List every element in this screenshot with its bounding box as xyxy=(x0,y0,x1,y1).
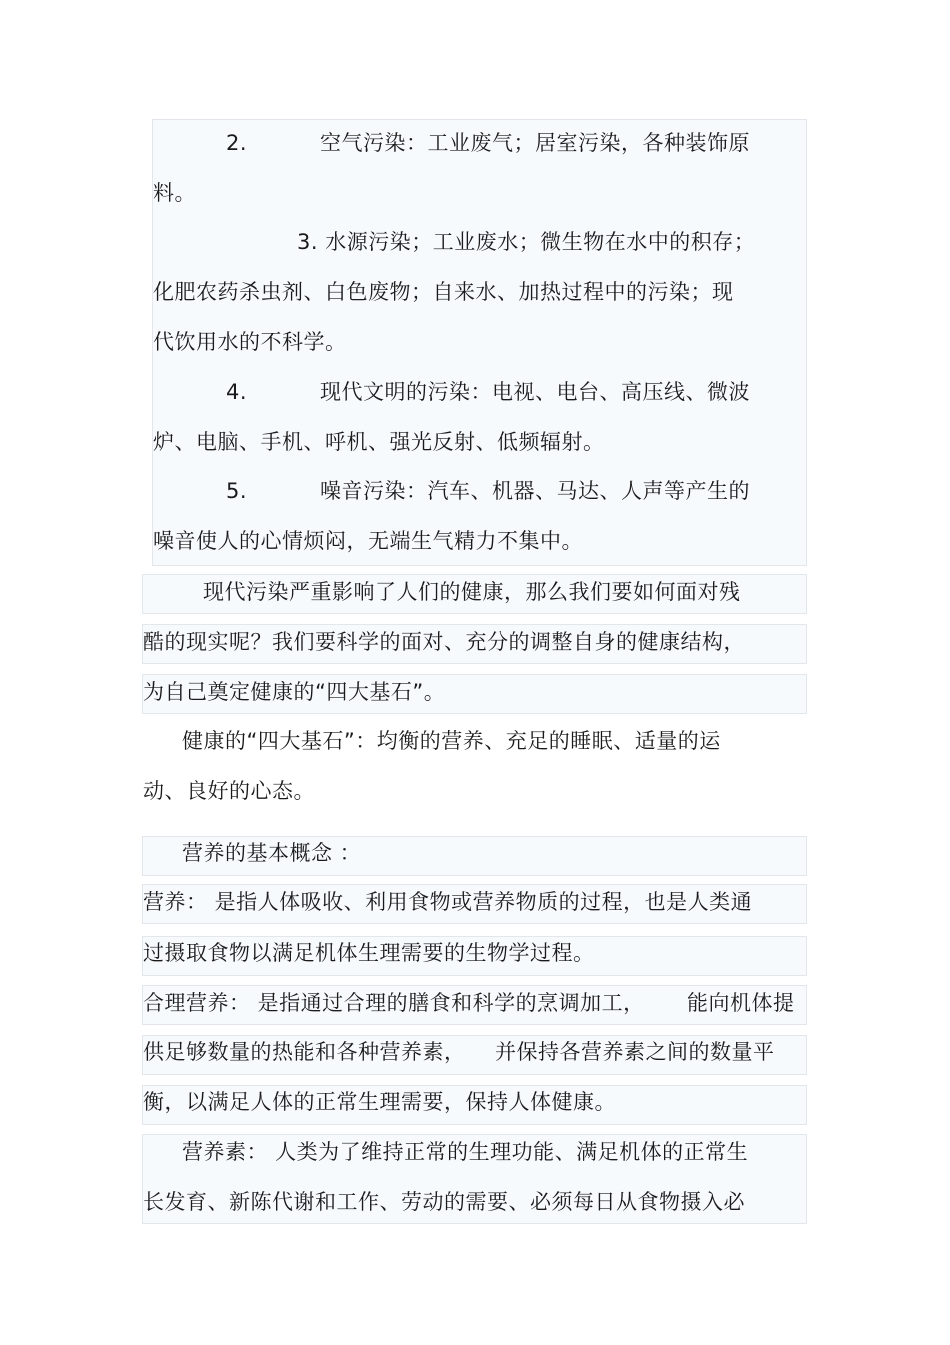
paragraph-line: 营养素： 人类为了维持正常的生理功能、满足机体的正常生 xyxy=(182,1140,749,1164)
section-heading: 营养的基本概念 ： xyxy=(182,841,362,865)
paragraph-line: 化肥农药杀虫剂、白色废物；自来水、加热过程中的污染；现 xyxy=(153,280,734,304)
paragraph-line: 衡，以满足人体的正常生理需要，保持人体健康。 xyxy=(143,1090,616,1114)
paragraph-line: 动、良好的心态。 xyxy=(143,779,315,803)
list-number: 2. xyxy=(226,131,248,155)
paragraph-line: 代饮用水的不科学。 xyxy=(153,330,347,354)
paragraph-line: 料。 xyxy=(153,181,196,205)
list-number: 4. xyxy=(226,380,248,404)
paragraph-line: 营养： 是指人体吸收、利用食物或营养物质的过程，也是人类通 xyxy=(143,890,753,914)
paragraph-line: 酷的现实呢？我们要科学的面对、充分的调整自身的健康结构， xyxy=(143,630,745,654)
paragraph-line: 空气污染：工业废气；居室污染，各种装饰原 xyxy=(320,131,750,155)
paragraph-line: 现代文明的污染：电视、电台、高压线、微波 xyxy=(320,380,750,404)
paragraph-line: 长发育、新陈代谢和工作、劳动的需要、必须每日从食物摄入必 xyxy=(143,1190,745,1214)
paragraph-line: 供足够数量的热能和各种营养素， xyxy=(143,1040,466,1064)
paragraph-line: 并保持各营养素之间的数量平 xyxy=(495,1040,775,1064)
paragraph-line: 合理营养： 是指通过合理的膳食和科学的烹调加工， xyxy=(143,991,645,1015)
paragraph-line: 过摄取食物以满足机体生理需要的生物学过程。 xyxy=(143,941,595,965)
paragraph-line: 3. 水源污染；工业废水；微生物在水中的积存； xyxy=(297,230,756,254)
list-number: 5. xyxy=(226,479,248,503)
paragraph-line: 为自己奠定健康的“四大基石”。 xyxy=(143,680,446,704)
paragraph-line: 能向机体提 xyxy=(687,991,795,1015)
paragraph-line: 噪音使人的心情烦闷，无端生气精力不集中。 xyxy=(153,529,583,553)
paragraph-line: 现代污染严重影响了人们的健康，那么我们要如何面对残 xyxy=(203,580,741,604)
paragraph-line: 噪音污染：汽车、机器、马达、人声等产生的 xyxy=(320,479,750,503)
paragraph-line: 健康的“四大基石”：均衡的营养、充足的睡眠、适量的运 xyxy=(182,729,721,753)
paragraph-line: 炉、电脑、手机、呼机、强光反射、低频辐射。 xyxy=(153,430,605,454)
